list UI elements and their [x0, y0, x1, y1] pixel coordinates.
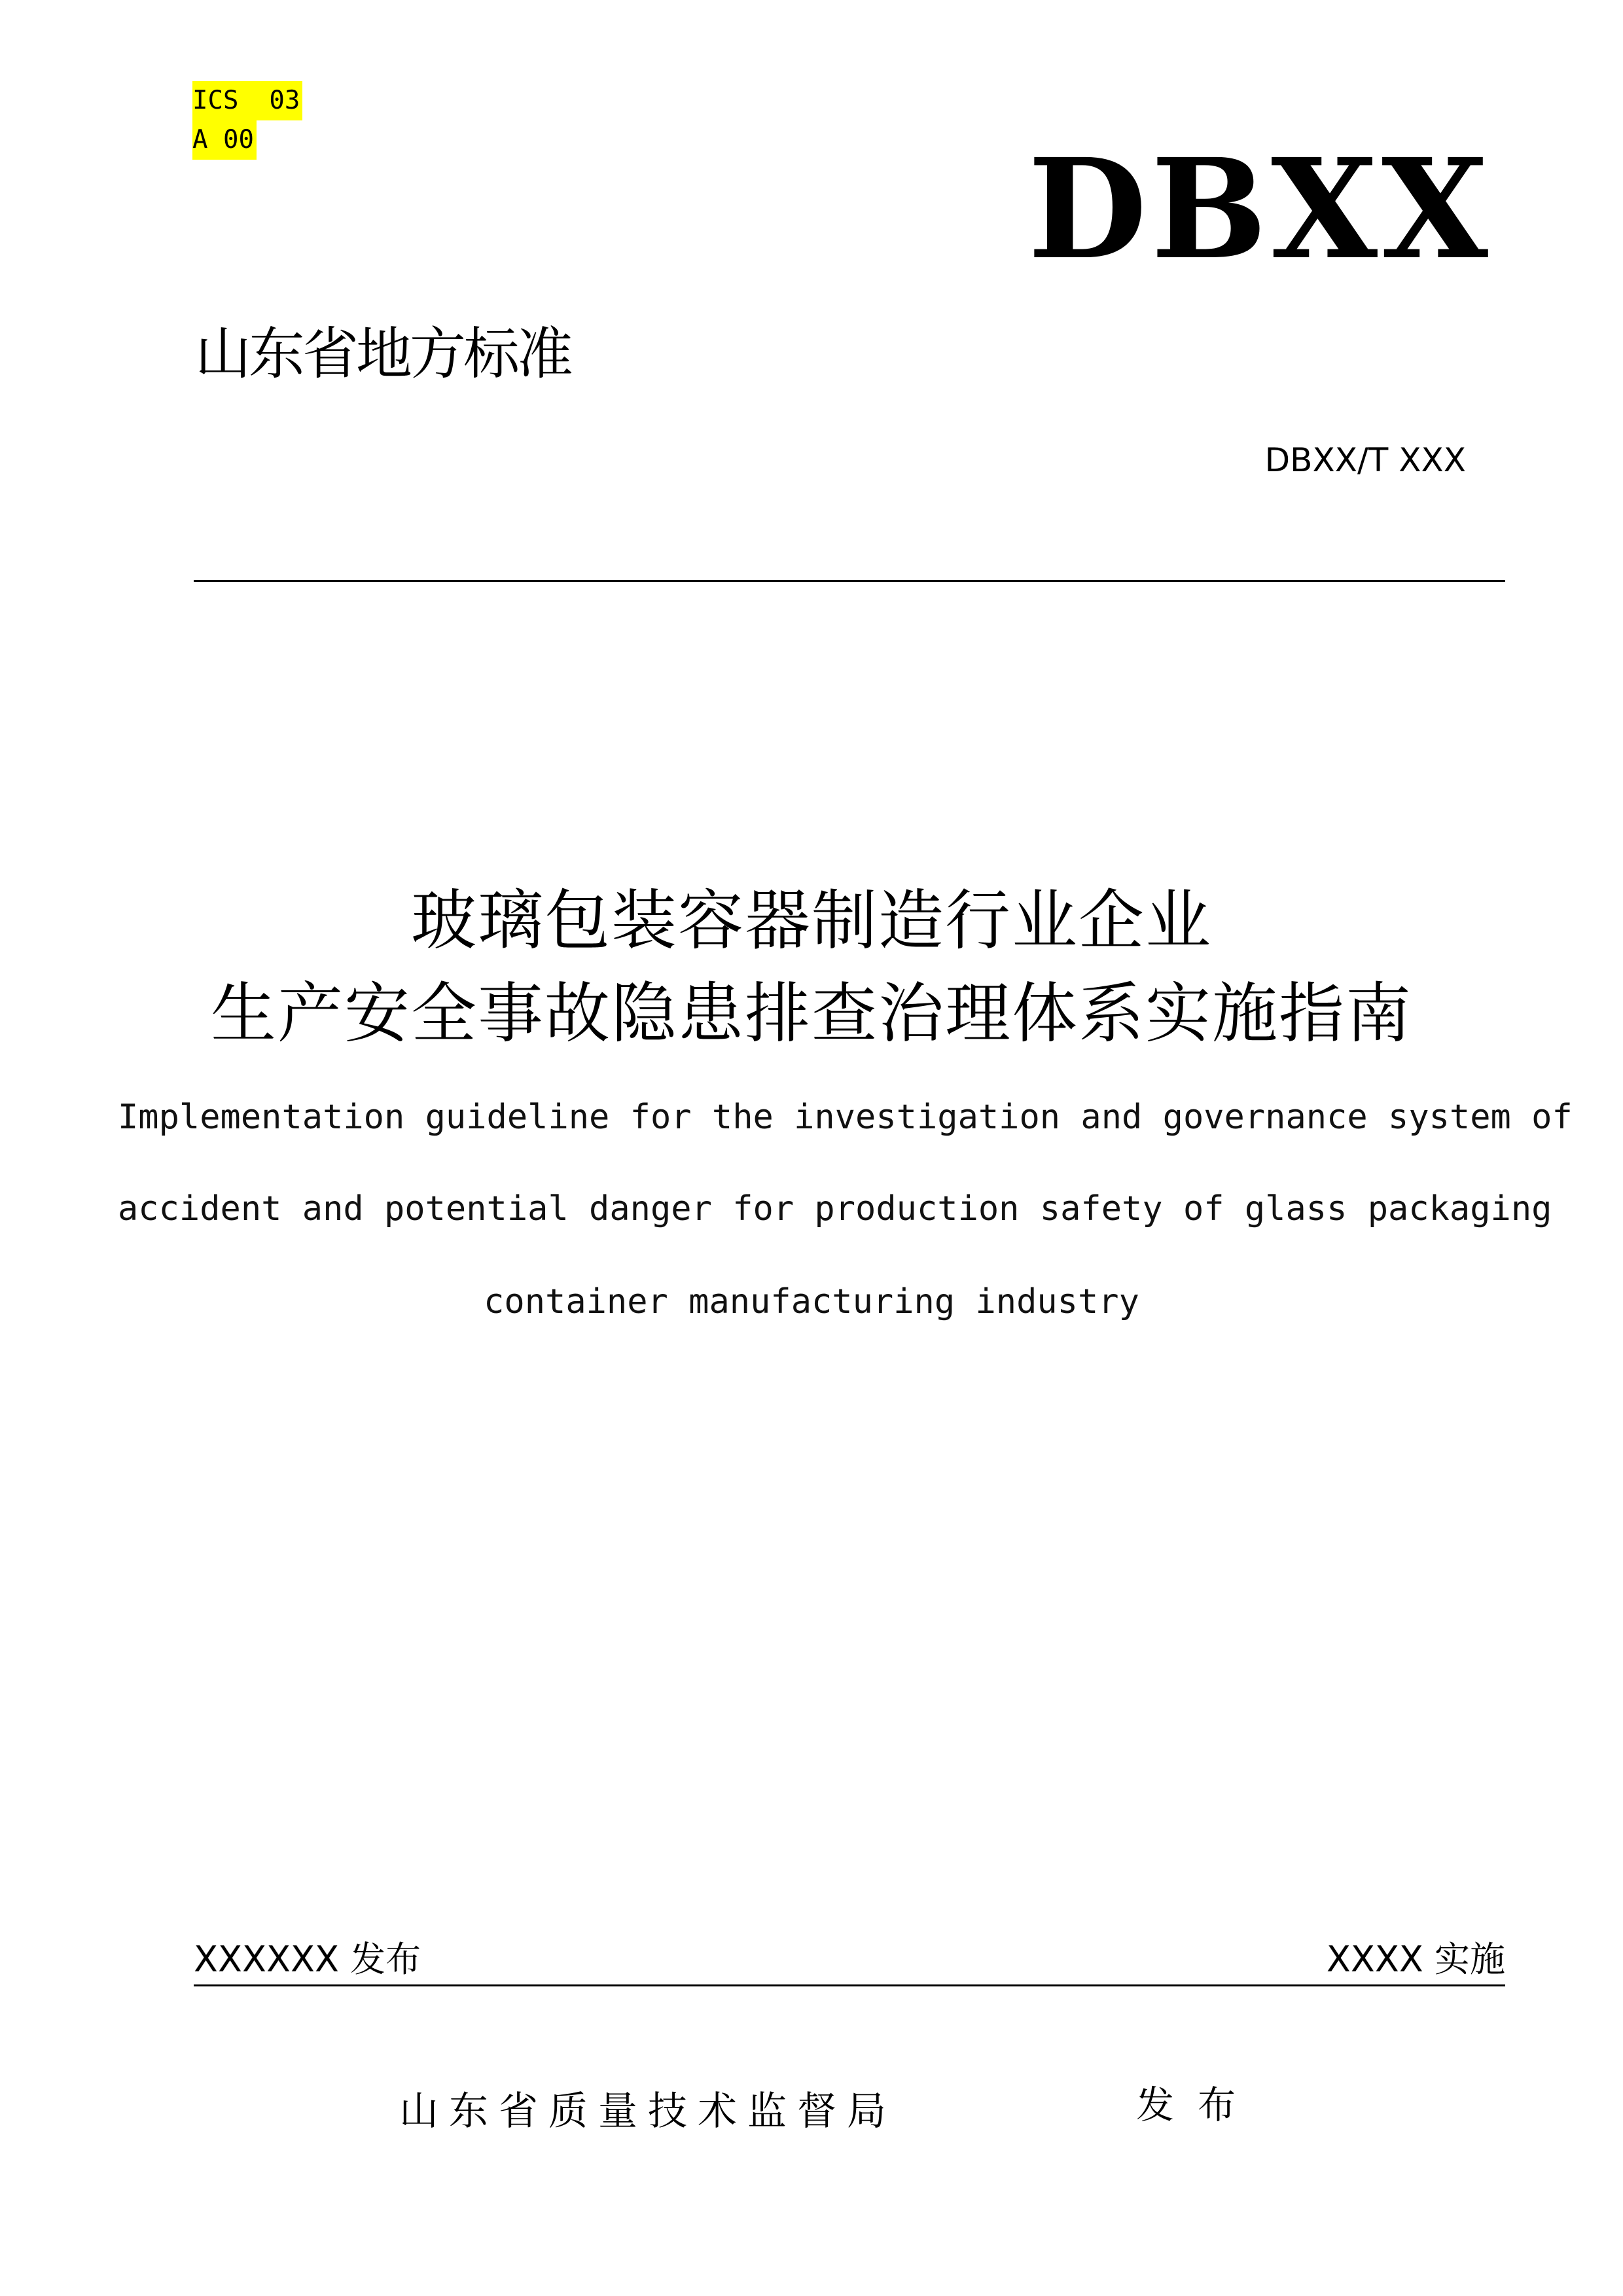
title-cn-line2: 生产安全事故隐患排查治理体系实施指南	[211, 975, 1412, 1052]
issue-date: XXXXXX 发布	[194, 1939, 421, 1980]
ics-classification-block	[192, 81, 302, 160]
bottom-divider	[194, 1984, 1505, 1986]
implementation-date: XXXX 实施	[1326, 1939, 1505, 1980]
classification-code: A 00	[192, 120, 257, 160]
title-en-line1: Implementation guideline for the investigation and governance system of	[118, 1098, 1573, 1137]
title-en-line2: accident and potential danger for production safety of glass packaging	[118, 1189, 1552, 1229]
title-cn-line1: 玻璃包装容器制造行业企业	[411, 882, 1212, 959]
issuing-authority: 山东省质量技术监督局	[399, 2089, 897, 2134]
standard-number: DBXX/T XXX	[1264, 441, 1466, 479]
standard-logo: DBXX	[1027, 128, 1492, 290]
top-divider	[194, 580, 1505, 582]
ics-code: ICS 03	[192, 81, 302, 120]
title-en-line3: container manufacturing industry	[484, 1282, 1139, 1321]
issue-word: 发布	[1136, 2083, 1260, 2127]
standard-type: 山东省地方标准	[195, 321, 571, 387]
